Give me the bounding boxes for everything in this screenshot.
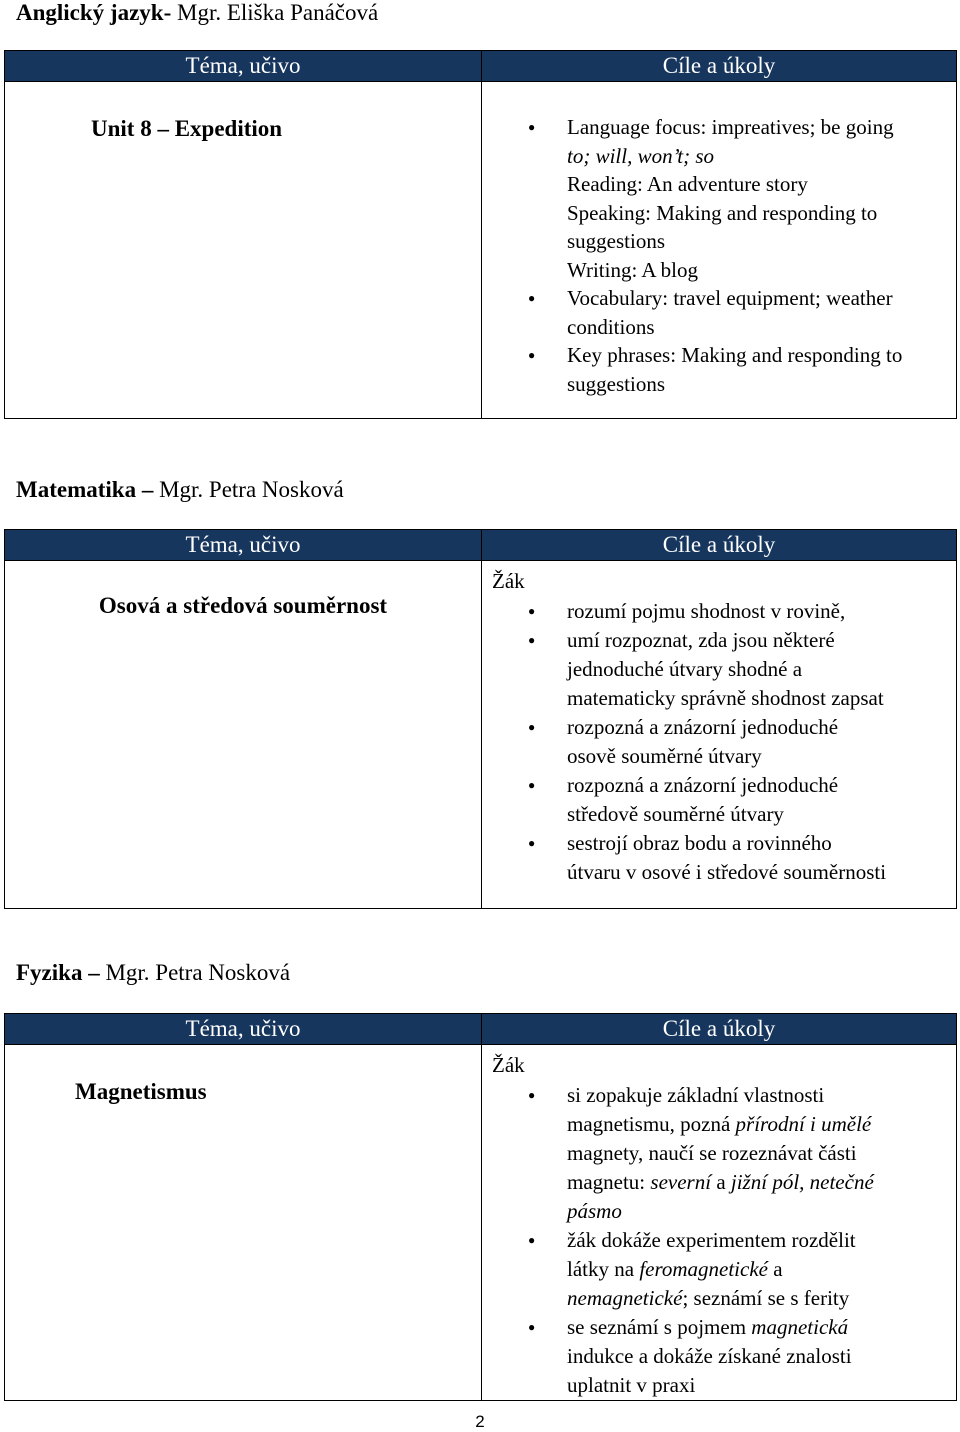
math-goals-list bbox=[482, 595, 956, 887]
physics-zak-label: Žák bbox=[492, 1053, 525, 1077]
physics-goals-cell bbox=[482, 1045, 957, 1401]
english-section-title bbox=[16, 0, 378, 26]
physics-topic: Magnetismus bbox=[75, 1079, 207, 1104]
list-item: ● umí rozpoznat, zda jsou některé jednoduché útvary shodné a matematicky správně shodnost zapsat bbox=[567, 626, 956, 713]
math-topic-cell bbox=[5, 561, 482, 909]
physics-title-subject: Fyzika – bbox=[16, 960, 106, 985]
math-header-topic: Téma, učivo bbox=[5, 530, 482, 561]
english-title-subject: Anglický jazyk- bbox=[16, 0, 172, 25]
math-header-goals: Cíle a úkoly bbox=[482, 530, 957, 561]
list-item: ● si zopakuje základní vlastnosti magnetismu, pozná přírodní i umělé magnety, naučí se rozeznávat části magnetu: severní a jižní pól, netečné pásmo bbox=[567, 1081, 956, 1226]
english-goals-cell bbox=[482, 82, 957, 419]
math-zak-label: Žák bbox=[492, 569, 525, 593]
list-item: ● Vocabulary: travel equipment; weather conditions bbox=[567, 284, 956, 341]
page-number: 2 bbox=[475, 1412, 485, 1431]
physics-section-title bbox=[16, 960, 290, 986]
english-topic-cell bbox=[5, 82, 482, 419]
list-item: ● Key phrases: Making and responding to suggestions bbox=[567, 341, 956, 398]
physics-header-goals: Cíle a úkoly bbox=[482, 1014, 957, 1045]
list-item: ● se seznámí s pojmem magnetická indukce a dokáže získané znalosti uplatnit v praxi bbox=[567, 1313, 956, 1400]
list-item: ● sestrojí obraz bodu a rovinného útvaru v osové i středové souměrnosti bbox=[567, 829, 956, 887]
english-topic: Unit 8 – Expedition bbox=[91, 116, 283, 141]
physics-topic-cell bbox=[5, 1045, 482, 1401]
physics-header-topic: Téma, učivo bbox=[5, 1014, 482, 1045]
list-item: ● rozpozná a znázorní jednoduché středově souměrné útvary bbox=[567, 771, 956, 829]
math-title-subject: Matematika – bbox=[16, 477, 160, 502]
physics-table bbox=[4, 1013, 957, 1401]
math-table bbox=[4, 529, 957, 909]
list-item: ● žák dokáže experimentem rozdělit látky na feromagnetické a nemagnetické; seznámí se s ferity bbox=[567, 1226, 956, 1313]
list-item: Writing: A blog bbox=[567, 257, 698, 282]
english-table bbox=[4, 50, 957, 419]
english-header-topic: Téma, učivo bbox=[5, 51, 482, 82]
list-item: Speaking: Making and responding to suggestions bbox=[567, 200, 878, 253]
math-title-teacher: Mgr. Petra Nosková bbox=[159, 477, 344, 502]
physics-goals-list bbox=[482, 1079, 956, 1400]
english-goals-list bbox=[482, 82, 956, 398]
physics-title-teacher: Mgr. Petra Nosková bbox=[105, 960, 291, 985]
english-header-goals: Cíle a úkoly bbox=[482, 51, 957, 82]
math-goals-cell bbox=[482, 561, 957, 909]
list-item: ● rozumí pojmu shodnost v rovině, bbox=[567, 597, 956, 626]
math-section-title bbox=[16, 477, 344, 503]
list-item: Reading: An adventure story bbox=[567, 172, 808, 196]
list-item: ● rozpozná a znázorní jednoduché osově souměrné útvary bbox=[567, 713, 956, 771]
list-item: ● Language focus: impreatives; be going to; will, won’t; so bbox=[567, 113, 956, 170]
english-title-teacher: Mgr. Eliška Panáčová bbox=[171, 0, 379, 25]
math-topic: Osová a středová souměrnost bbox=[98, 593, 388, 618]
